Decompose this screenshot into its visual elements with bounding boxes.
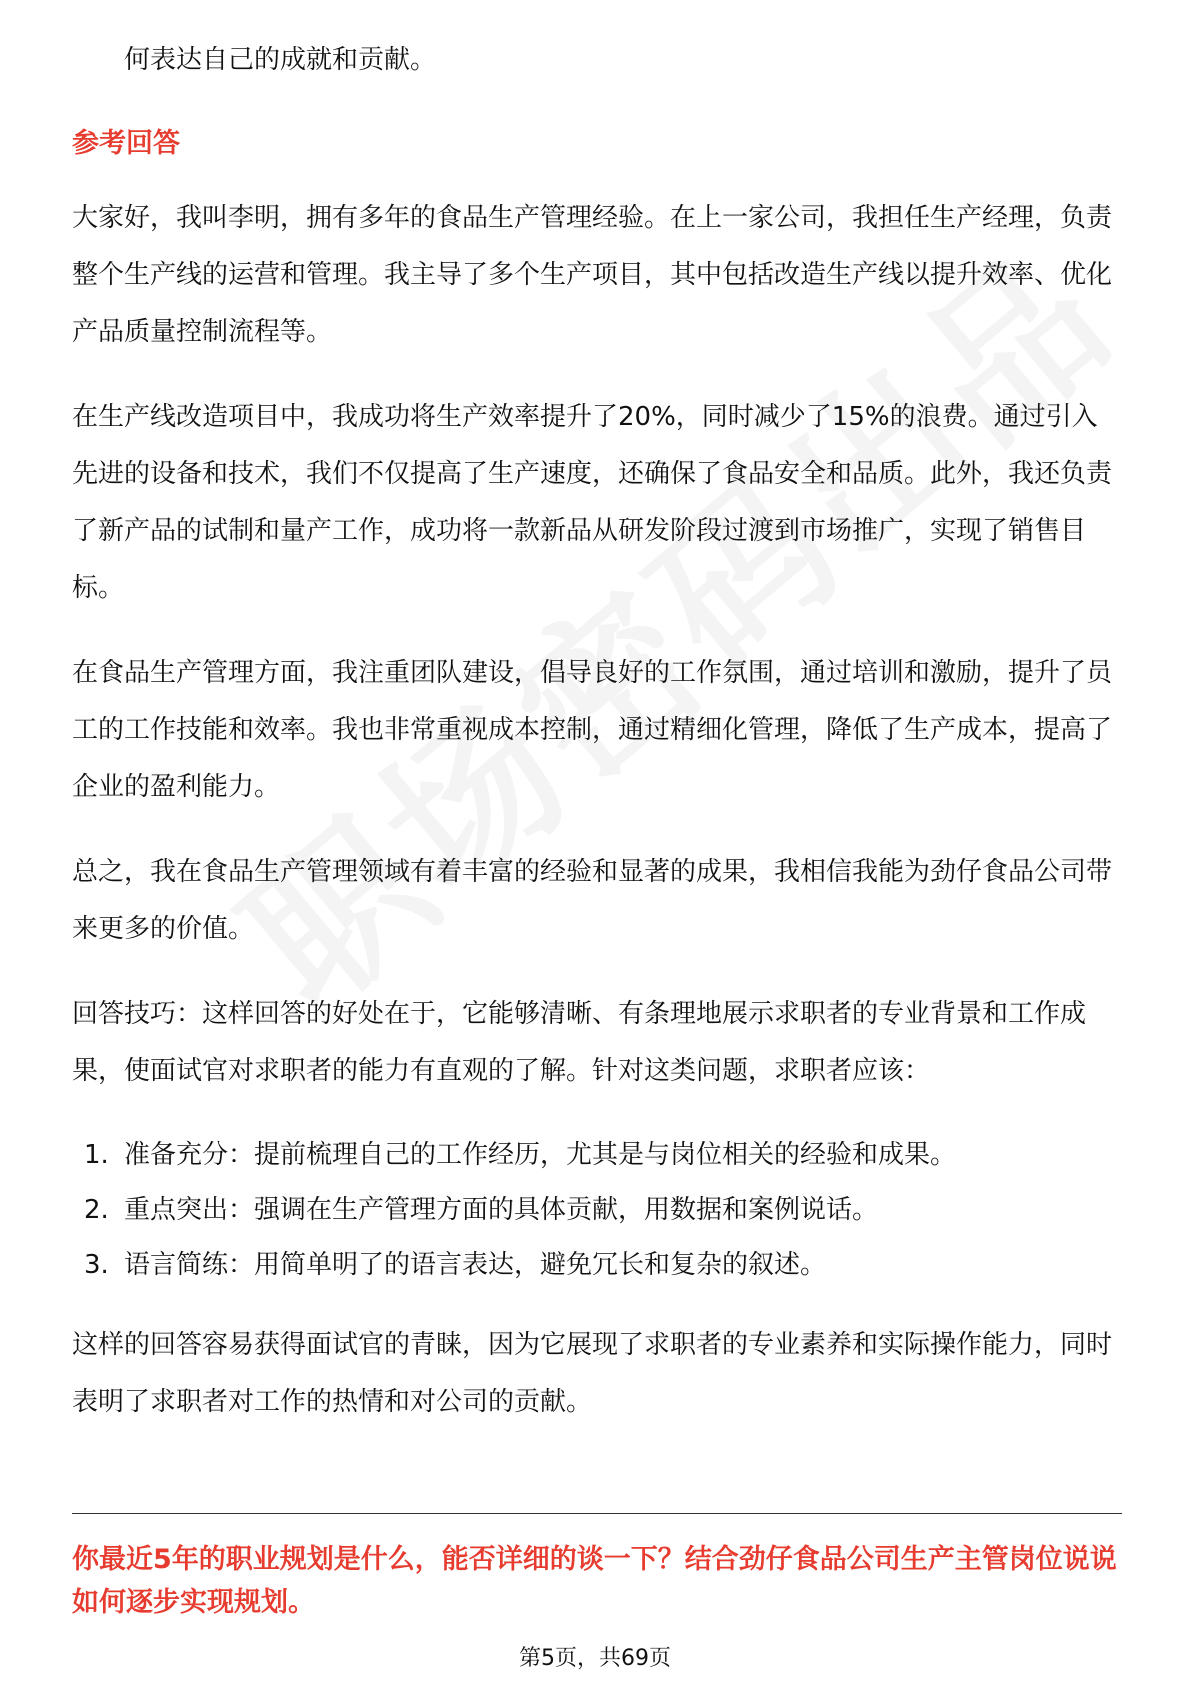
section-label: 参考回答 [72,128,180,159]
list-item [72,1128,1122,1183]
intro-line: 何表达自己的成就和贡献。 [124,45,437,75]
list-number: 3. [84,1250,109,1280]
page-content [72,40,1122,1459]
list-item [72,1238,1122,1293]
answer-paragraph: 总之，我在食品生产管理领域有着丰富的经验和显著的成果，我相信我能为劲仔食品公司带来更多的价值。 [72,857,1113,944]
list-text: 准备充分：提前梳理自己的工作经历，尤其是与岗位相关的经验和成果。 [124,1140,957,1170]
answer-paragraph: 在食品生产管理方面，我注重团队建设，倡导良好的工作氛围，通过培训和激励，提升了员工的工作技能和效率。我也非常重视成本控制，通过精细化管理，降低了生产成本，提高了企业的盈利能力。 [72,658,1113,802]
tips-intro: 回答技巧：这样回答的好处在于，它能够清晰、有条理地展示求职者的专业背景和工作成果，使面试官对求职者的能力有直观的了解。针对这类问题，求职者应该： [72,999,1087,1086]
divider [72,1513,1122,1514]
answer-paragraph: 在生产线改造项目中，我成功将生产效率提升了20%，同时减少了15%的浪费。通过引入先进的设备和技术，我们不仅提高了生产速度，还确保了食品安全和品质。此外，我还负责了新产品的试制和量产工作，成功将一款新品从研发阶段过渡到市场推广，实现了销售目标。 [72,402,1113,603]
list-item [72,1183,1122,1238]
answer-paragraph: 大家好，我叫李明，拥有多年的食品生产管理经验。在上一家公司，我担任生产经理，负责整个生产线的运营和管理。我主导了多个生产项目，其中包括改造生产线以提升效率、优化产品质量控制流程等。 [72,203,1113,347]
list-text: 重点突出：强调在生产管理方面的具体贡献，用数据和案例说话。 [124,1195,879,1225]
list-number: 1. [84,1140,109,1170]
next-question-heading: 你最近5年的职业规划是什么，能否详细的谈一下？结合劲仔食品公司生产主管岗位说说如何逐步实现规划。 [72,1544,1117,1618]
list-text: 语言简练：用简单明了的语言表达，避免冗长和复杂的叙述。 [124,1250,827,1280]
closing-paragraph: 这样的回答容易获得面试官的青睐，因为它展现了求职者的专业素养和实际操作能力，同时表明了求职者对工作的热情和对公司的贡献。 [72,1330,1113,1417]
page-number: 第5页，共69页 [519,1646,671,1671]
tips-list [72,1128,1122,1293]
list-number: 2. [84,1195,109,1225]
